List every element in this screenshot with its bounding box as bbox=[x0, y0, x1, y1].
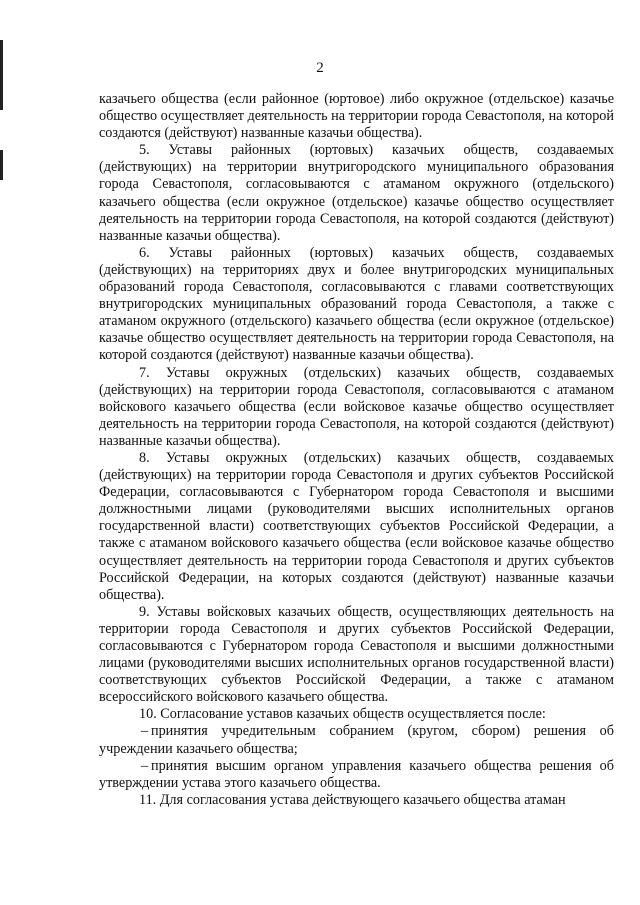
paragraph-11: 11. Для согласования устава действующего казачьего общества атаман bbox=[139, 791, 566, 808]
list-item-text: принятия высшим органом управления казачьего общества решения об утверждении устава этого казачьего общества. bbox=[99, 757, 614, 791]
paragraph-10: 10. Согласование уставов казачьих обществ осуществляется после: bbox=[139, 706, 546, 723]
dash-marker: – bbox=[141, 723, 149, 740]
paragraph-continuation: казачьего общества (если районное (юртовое) либо окружное (отдельское) казачье общество осуществляет деятельность на территории города Севастополя, на которой создаются (действуют) названные казачьи общества). bbox=[99, 91, 614, 142]
dash-marker: – bbox=[141, 757, 149, 774]
paragraph-9: 9. Уставы войсковых казачьих обществ, осуществляющих деятельность на территории города Севастополя и других субъектов Российской Федерации, согласовываются с Губернатором города Севастополя и высшими должностными лицами (руководителями высших исполнительных органов государственной власти) соответствующих субъектов Российской Федерации, а также с атаманом всероссийского войскового казачьего общества. bbox=[99, 603, 614, 706]
paragraph-7: 7. Уставы окружных (отдельских) казачьих обществ, создаваемых (действующих) на территории города Севастополя, согласовываются с атаманом войскового казачьего общества (если войсковое казачье общество осуществляет деятельность на территории города Севастополя, на которой создаются (действуют) названные казачьи общества). bbox=[99, 364, 614, 449]
document-body bbox=[99, 91, 614, 809]
page-number: 2 bbox=[316, 60, 324, 76]
paragraph-6: 6. Уставы районных (юртовых) казачьих обществ, создаваемых (действующих) на территориях двух и более внутригородских муниципальных образований города Севастополя, согласовываются с главами соответствующих внутригородских муниципальных образований города Севастополя, а также с атаманом окружного (отдельского) казачьего общества (если окружное (отдельское) казачье общество осуществляет деятельность на территории города Севастополя, на которой создаются (действуют) названные казачьи общества). bbox=[99, 244, 614, 364]
paragraph-5: 5. Уставы районных (юртовых) казачьих обществ, создаваемых (действующих) на территории внутригородского муниципального образования города Севастополя, согласовываются с атаманом окружного (отдельского) казачьего общества (если окружное (отдельское) казачье общество осуществляет деятельность на территории города Севастополя, на которой создаются (действуют) названные казачьи общества). bbox=[99, 142, 614, 244]
list-item bbox=[99, 723, 614, 757]
scan-edge-mark bbox=[0, 150, 3, 180]
list-item bbox=[99, 758, 614, 792]
paragraph-8: 8. Уставы окружных (отдельских) казачьих обществ, создаваемых (действующих) на территории города Севастополя и других субъектов Российской Федерации, согласовываются с Губернатором города Севастополя и высшими должностными лицами (руководителями высших исполнительных органов государственной власти) соответствующих субъектов Российской Федерации, а также с атаманом войскового казачьего общества (если войсковое казачье общество осуществляет деятельность на территории города Севастополя и других субъектов Российской Федерации, на которых создаются (действуют) названные казачьи общества). bbox=[99, 449, 614, 603]
list-item-text: принятия учредительным собранием (кругом, сбором) решения об учреждении казачьего общества; bbox=[99, 723, 614, 757]
